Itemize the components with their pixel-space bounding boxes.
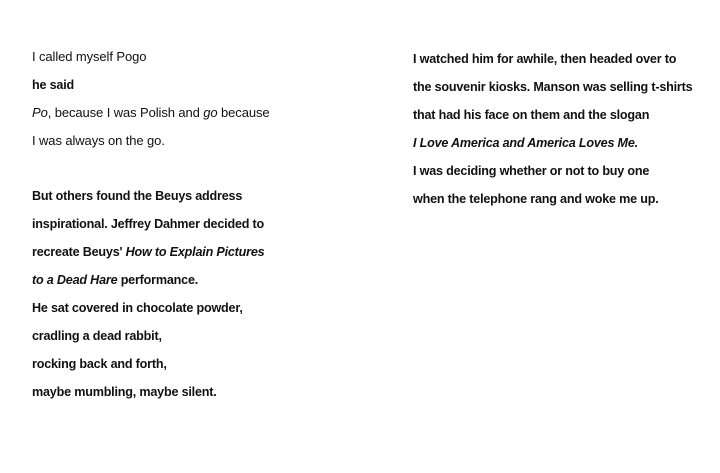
text-line: I was deciding whether or not to buy one xyxy=(413,164,650,178)
text-line: when the telephone rang and woke me up. xyxy=(413,192,659,206)
text-line: I called myself Pogo xyxy=(32,49,147,64)
text-fragment: performance. xyxy=(117,273,199,287)
italic-title: How to Explain Pictures xyxy=(125,245,265,259)
text-line: rocking back and forth, xyxy=(32,357,167,371)
text-line: inspirational. Jeffrey Dahmer decided to xyxy=(32,217,265,231)
text-line xyxy=(32,266,362,294)
text-line: he said xyxy=(32,78,74,92)
stanza-pogo xyxy=(32,43,362,155)
italic-title: to a Dead Hare xyxy=(32,273,118,287)
text-line: cradling a dead rabbit, xyxy=(32,329,162,343)
text-line: I watched him for awhile, then headed over to xyxy=(413,52,677,66)
text-line: the souvenir kiosks. Manson was selling t-shirts xyxy=(413,80,693,94)
stanza-break xyxy=(32,155,362,182)
stanza-beuys xyxy=(32,182,362,406)
italic-word: Po xyxy=(32,105,48,120)
text-line: I was always on the go. xyxy=(32,133,165,148)
left-page-text xyxy=(32,43,362,406)
text-fragment: recreate Beuys' xyxy=(32,245,126,259)
italic-slogan: I Love America and America Loves Me. xyxy=(413,136,638,150)
text-fragment: because xyxy=(217,105,270,120)
italic-word: go xyxy=(203,105,218,120)
text-line: maybe mumbling, maybe silent. xyxy=(32,385,217,399)
text-line: that had his face on them and the slogan xyxy=(413,108,650,122)
text-line xyxy=(413,129,713,157)
text-fragment: , because I was Polish and xyxy=(47,105,204,120)
text-line xyxy=(32,238,362,266)
text-line: He sat covered in chocolate powder, xyxy=(32,301,243,315)
right-page-text xyxy=(413,43,713,213)
text-line: But others found the Beuys address xyxy=(32,189,243,203)
text-line xyxy=(32,99,362,127)
